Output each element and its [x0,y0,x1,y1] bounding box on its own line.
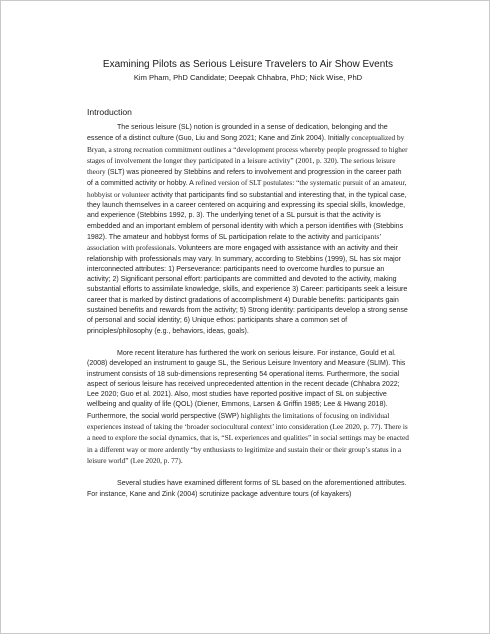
text-run: The serious leisure (SL) notion is grounded in a sense of dedication, belonging and the essence of a distinct culture (Guo, Liu and Song 2021; Kane and Zink 2004). Initially [87,124,388,143]
text-run-serif: participants’ association with professionals. [87,231,382,253]
text-run-serif: refined version of SLT postulates: “the systematic pursuit of an amateur, hobbyist or volunteer [87,178,407,199]
paragraph-1 [87,123,409,337]
paragraph-3 [87,479,409,500]
paragraph-2 [87,349,409,467]
page-content [87,58,409,512]
paper-title: Examining Pilots as Serious Leisure Travelers to Air Show Events [102,59,394,70]
text-run: Several studies have examined different forms of SL based on the aforementioned attributes. For instance, Kane and Zink (2004) scrutinize package adventure tours (of kayakers) [87,480,407,498]
section-heading-introduction: Introduction [87,107,132,117]
text-run: (SLT) was pioneered by Stebbins and refers to involvement and progression in the career path of a committed activity or hobby. A [87,169,402,188]
text-run: activity that participants find so substantial and interesting that, in the typical case, they launch themselves in a career centered on acquiring and expressing its special skills, knowledge, and experience (Stebbins 1992, p. 3). The underlying tenet of a SL pursuit is that the activity is embedded and an important emblem of personal identity with which a person identifies with (Stebbins 1982). The amateur and hobbyst forms of SL participation relate to the activity and [87,191,407,241]
text-run-serif: highlights the limitations of focusing on individual experiences instead of taking the ‘broader sociocultural context’ into consideration (Lee 2020, p. 77). There is a need to explore the social dynamics, that is, “SL experiences and qualities” in social settings may be enacted in a different way or more ardently “by enthusiasts to legitimize and sustain their or their group’s status in a leisure world” (Lee 2020, p. 77). [87,410,409,465]
text-run: More recent literature has furthered the work on serious leisure. For instance, Gould et al. (2008) developed an instrument to gauge SL, the Serious Leisure Inventory and Measure (SLIM). This instrument consists of 18 sub-dimensions representing 54 operational items. Furthermore, the social aspect of serious leisure has received unprecedented attention in the recent decade (Chhabra 2022; Lee 2020; Guo et al. 2021). Also, most studies have reported positive impact of SL on subjective wellbeing and quality of life (QOL) (Diener, Emmons, Larsen & Griffin 1985; Lee & Hwang 2018). Furthermore, the social world perspective (SWP) [87,349,406,420]
text-run-serif: conceptualized by Bryan, a strong recreation commitment outlines a “development process whereby people progressed to higher stages of involvement the longer they participated in a leisure activity” (2001, p. 320). The serious leisure theory [87,133,408,177]
text-run: Volunteers are more engaged with assistance with an activity and their relationship with professionals may vary. In summary, according to Stebbins (1999), SL has six major interconnected attributes: 1) Perseverance: participants need to overcome hurdles to pursue an activity; 2) Significant personal effort: participants are committed and devoted to the activity, making substantial efforts to assimilate knowledge, skills, and experience 3) Career: participants seek a leisure career that is marked by distinct gradations of accomplishment 4) Durable benefits: participants gain sustained benefits and rewards from the activity; 5) Strong identity: participants develop a strong sense of personal and social identity; 6) Unique ethos: participants share a common set of principles/philosophy (e.g., behaviors, ideas, goals). [87,245,408,335]
author-line: Kim Pham, PhD Candidate; Deepak Chhabra, PhD; Nick Wise, PhD [133,73,363,82]
